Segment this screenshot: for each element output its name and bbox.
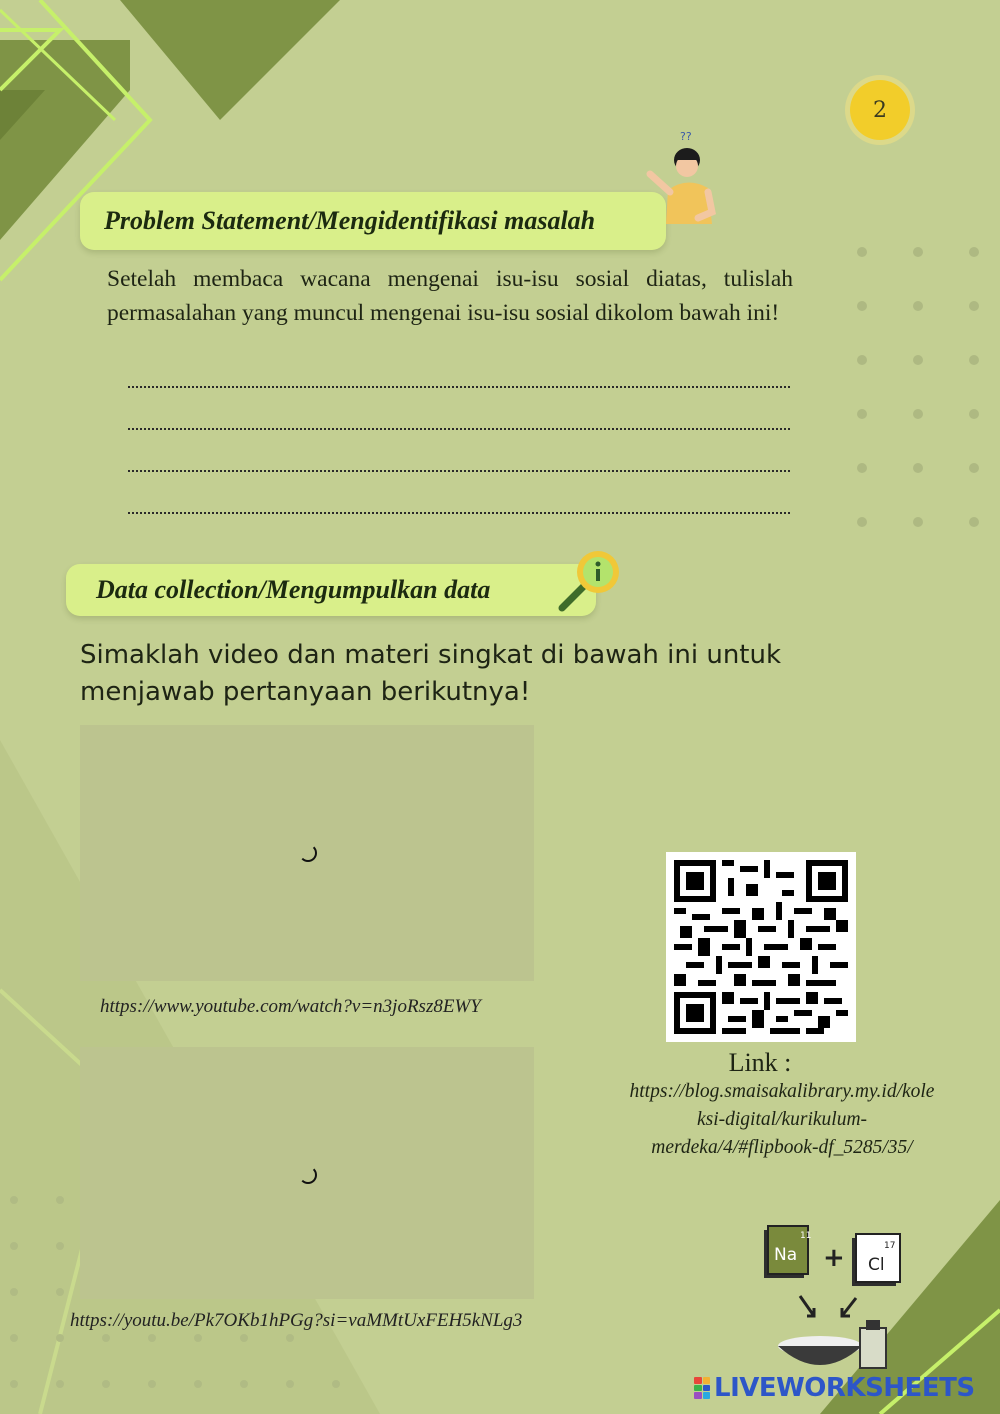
loading-spinner-icon: [299, 844, 317, 862]
answer-line[interactable]: [128, 470, 790, 472]
section-title-problem-statement: Problem Statement/Mengidentifikasi masalah: [80, 192, 666, 250]
sodium-chloride-icon: [760, 1224, 910, 1374]
confused-boy-icon: [642, 126, 722, 230]
link-label: Link :: [728, 1048, 792, 1077]
loading-spinner-icon: [299, 1166, 317, 1184]
svg-text:+: +: [823, 1243, 845, 1273]
qr-code: [666, 852, 856, 1042]
brand-name: LIVEWORKSHEETS: [714, 1373, 975, 1403]
video-2-url: https://youtu.be/Pk7OKb1hPGg?si=vaMMtUxFEH5kNLg3: [70, 1310, 523, 1331]
liveworksheets-brand[interactable]: [694, 1373, 975, 1403]
link-url[interactable]: [612, 1078, 952, 1162]
video-1-url: https://www.youtube.com/watch?v=n3joRsz8EWY: [100, 996, 481, 1017]
link-url-line-3: merdeka/4/#flipbook-df_5285/35/: [651, 1137, 913, 1158]
answer-line[interactable]: [128, 512, 790, 514]
page-number-badge: 2: [850, 80, 910, 140]
video-embed-1[interactable]: [80, 725, 534, 981]
section-title-data-collection: Data collection/Mengumpulkan data: [66, 564, 596, 616]
qr-code-icon: [674, 860, 848, 1034]
data-instruction: Simaklah video dan materi singkat di bawah ini untuk menjawab pertanyaan berikutnya!: [80, 640, 782, 707]
magnifier-info-icon: [556, 548, 626, 614]
video-embed-2[interactable]: [80, 1047, 534, 1299]
answer-line[interactable]: [128, 428, 790, 430]
problem-instruction: Setelah membaca wacana mengenai isu-isu sosial diatas, tulislah permasalahan yang muncul mengenai isu-isu sosial dikolom bawah ini!: [107, 266, 793, 326]
question-marks: ??: [680, 130, 692, 143]
svg-text:11: 11: [800, 1231, 812, 1241]
svg-text:17: 17: [884, 1241, 896, 1251]
svg-text:Na: Na: [774, 1245, 798, 1265]
link-url-line-1: https://blog.smaisakalibrary.my.id/kole: [629, 1081, 935, 1102]
link-url-line-2: ksi-digital/kurikulum-: [696, 1109, 868, 1130]
svg-text:Cl: Cl: [868, 1255, 885, 1275]
liveworksheets-logo-icon: [694, 1377, 710, 1399]
answer-line[interactable]: [128, 386, 790, 388]
